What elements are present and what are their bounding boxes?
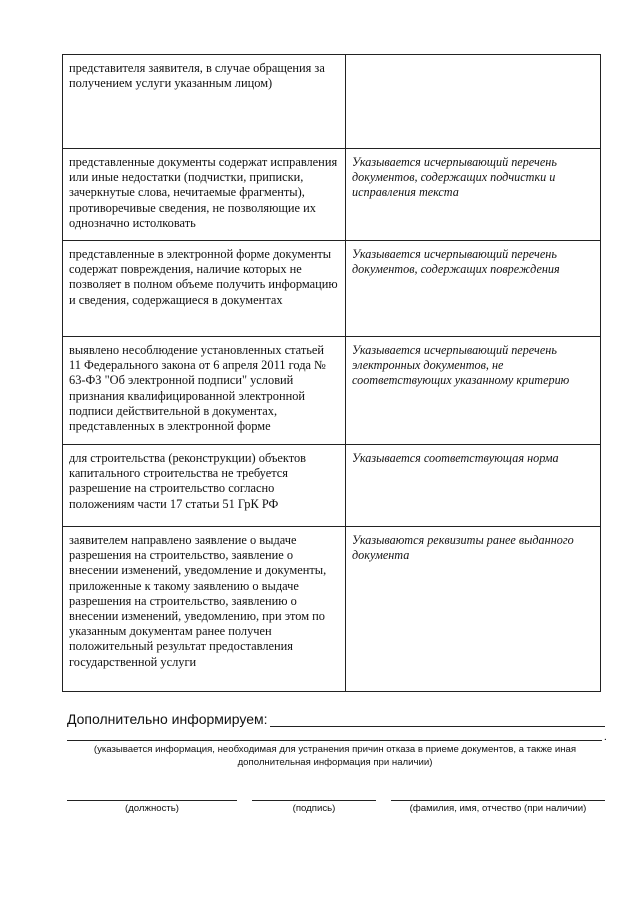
reason-cell: заявителем направлено заявление о выдаче разрешения на строительство, заявление о внесении изменений, уведомление и документы, приложенные к такому заявлению о выдаче разрешения на строительство, заявлению о внесении изменений, уведомлению, при этом по указанным документам ранее получен положительный результат предоставления государственной услуги [63,527,346,692]
table-row [63,241,601,337]
additional-info-line [67,711,605,727]
signature-field[interactable] [252,800,376,814]
position-caption: (должность) [125,803,179,814]
refusal-reasons-table [62,54,601,692]
explanation-cell: Указывается исчерпывающий перечень документов, содержащих подчистки и исправления текста [346,149,601,241]
additional-info-fill-line[interactable] [270,712,605,727]
explanation-cell: Указывается соответствующая норма [346,445,601,527]
explanation-cell [346,55,601,149]
additional-info-label: Дополнительно информируем: [67,711,268,727]
additional-info-note: (указывается информация, необходимая для устранения причин отказа в приеме документов, а также иная дополнительная информация при наличии) [93,744,577,768]
reason-cell: представителя заявителя, в случае обращения за получением услуги указанным лицом) [63,55,346,149]
table-row [63,337,601,445]
reason-cell: представленные в электронной форме документы содержат повреждения, наличие которых не позволяет в полном объеме получить информацию и сведения, содержащиеся в документах [63,241,346,337]
explanation-cell: Указываются реквизиты ранее выданного документа [346,527,601,692]
full-name-field[interactable] [391,800,605,814]
reason-cell: для строительства (реконструкции) объектов капитального строительства не требуется разрешение на строительство согласно положениям части 17 статьи 51 ГрК РФ [63,445,346,527]
reason-cell: представленные документы содержат исправления или иные недостатки (подчистки, приписки, зачеркнутые слова, нечитаемые фрагменты), противоречивые сведения, не позволяющие их однозначно истолковать [63,149,346,241]
table-row [63,149,601,241]
reason-cell: выявлено несоблюдение установленных статьей 11 Федерального закона от 6 апреля 2011 года № 63-ФЗ "Об электронной подписи" условий признания квалифицированной электронной подписи действительной в документах, представленных в электронной форме [63,337,346,445]
explanation-cell: Указывается исчерпывающий перечень документов, содержащих повреждения [346,241,601,337]
position-signature-field[interactable] [67,800,237,814]
signature-caption: (подпись) [292,803,336,814]
table-row [63,445,601,527]
table-row [63,527,601,692]
table-row [63,55,601,149]
line-end-dot: . [604,731,607,743]
additional-info-second-line[interactable] [67,740,602,741]
explanation-cell: Указывается исчерпывающий перечень электронных документов, не соответствующих указанному критерию [346,337,601,445]
full-name-caption: (фамилия, имя, отчество (при наличии) [409,803,587,814]
